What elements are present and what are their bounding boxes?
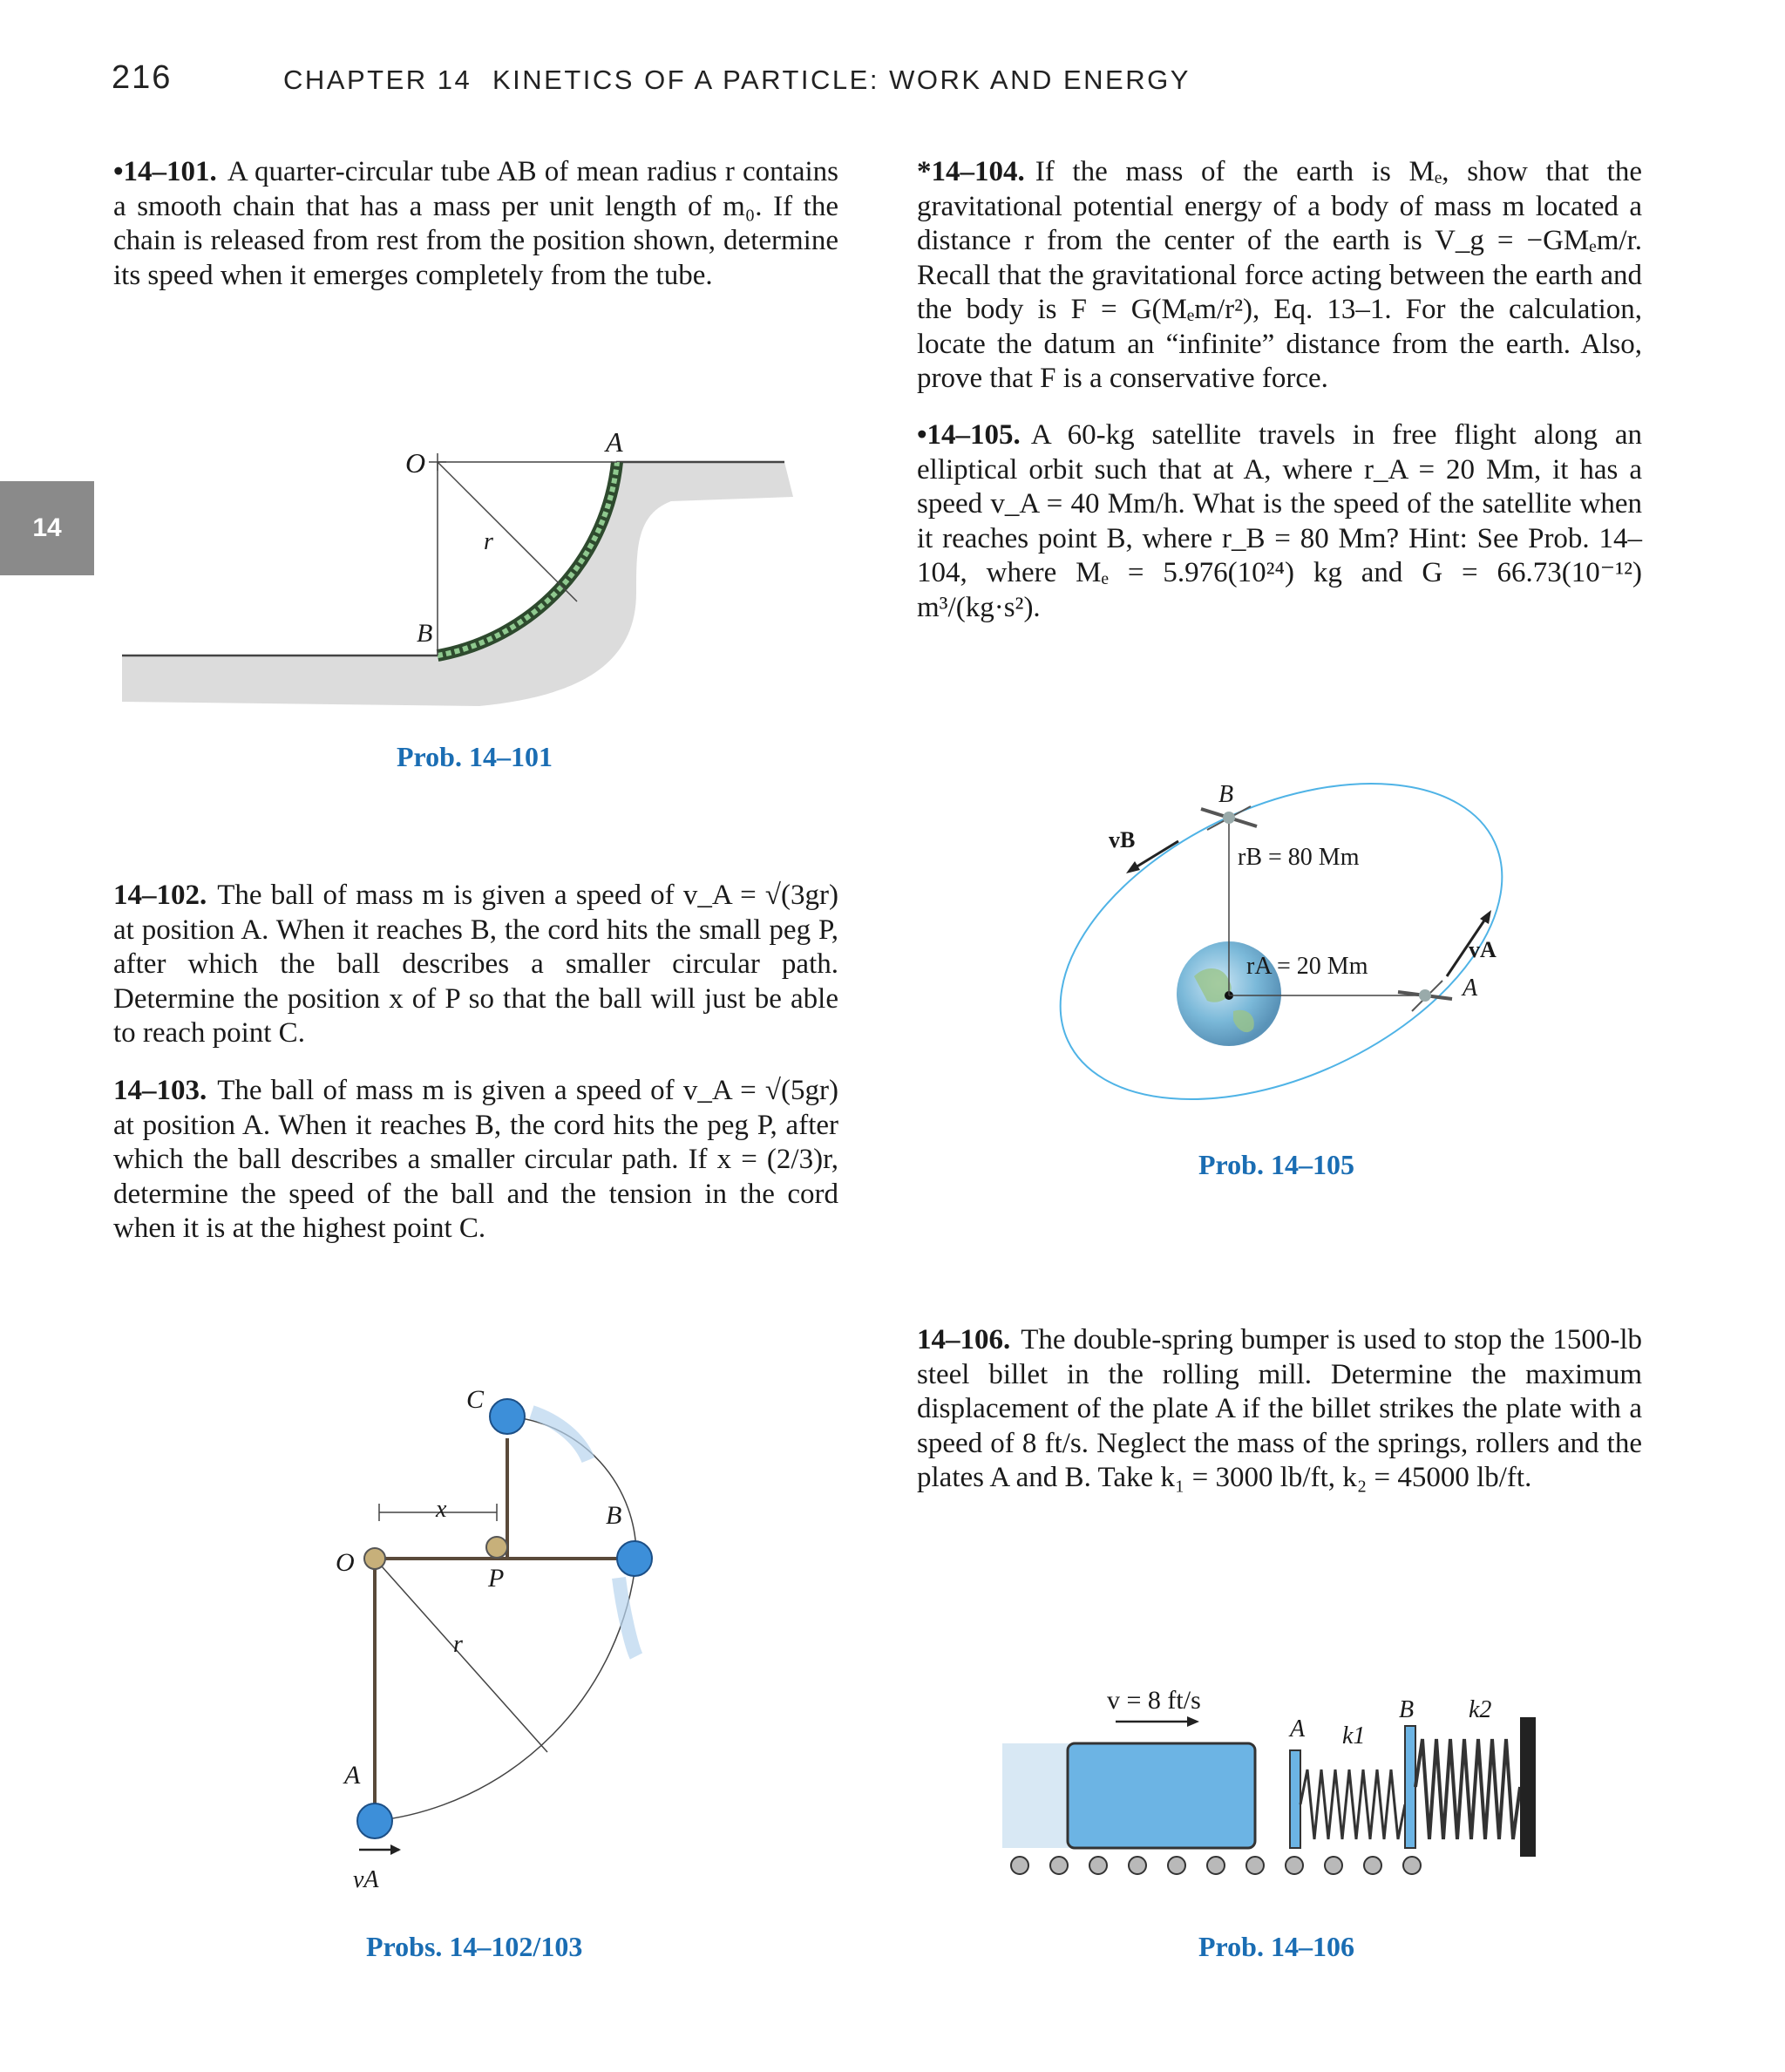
problem-text: A 60-kg satellite travels in free flight along an elliptical orbit such that at A, where r_A = 20 Mm, it has a speed v_A = 40 Mm/h. What is the speed of the satellite when it reaches point B, where r_B = 80 Mm? Hint: See Prob. 14–104, where Mₑ = 5.976(10²⁴) kg and G = 66.73(10⁻¹²) m³/(kg·s²). [917,419,1642,623]
motion-blur [532,1412,588,1460]
rollers [1011,1857,1421,1874]
problem-text: The ball of mass m is given a speed of v_A = √(3gr) at position A. When it reaches B, the cord hits the small peg P, after which the ball describes a smaller circular path. Determine the position x of P so that the ball will just be able to reach point C. [113,880,838,1049]
problem-text: The ball of mass m is given a speed of v_A = √(5gr) at position A. When it reaches B, the cord hits the peg P, after which the ball describes a smaller circular path. If x = (2/3)r, determine the speed of the ball and the tension in the cord when it is at the highest point C. [113,1075,838,1244]
ball-B [617,1541,652,1576]
ball-path-arc [375,1559,636,1821]
label-C: C [466,1385,485,1414]
label-vA: vA [353,1866,379,1893]
label-P: P [488,1564,505,1593]
problem-text: The double-spring bumper is used to stop the 1500-lb steel billet in the rolling mill. Determine the maximum displacement of the plate A if the billet strikes the plate with a speed of 8 ft/s. Neglect the mass of the springs, rollers and the plates A and B. Take k₁ = 3000 lb/ft, k₂ = 45000 lb/ft. [917,1324,1642,1493]
label-r: r [453,1631,463,1658]
problem-number: 14–103. [113,1075,207,1106]
radius-r-line [438,462,577,601]
caption-14-102-103: Probs. 14–102/103 [366,1931,583,1962]
label-B: B [1399,1696,1415,1723]
label-A: A [606,426,623,458]
ball-C [490,1399,525,1434]
problem-14-104 [917,155,1642,397]
problem-14-106 [917,1323,1642,1496]
steel-billet [1068,1743,1255,1848]
problem-number: *14–104. [917,156,1025,187]
pivot-O [364,1548,385,1569]
problem-14-102 [113,879,838,1051]
problem-14-105 [917,418,1642,625]
caption-14-106: Prob. 14–106 [1198,1931,1354,1962]
plate-A [1290,1750,1300,1848]
caption-14-105: Prob. 14–105 [1198,1149,1354,1180]
label-vB: vB [1109,827,1136,853]
label-B: B [606,1501,622,1530]
spring-k2 [1415,1739,1520,1839]
problem-14-103 [113,1074,838,1247]
figure-14-106 [1002,1674,1560,1900]
label-A: A [1290,1715,1306,1743]
velocity-arrowhead [390,1844,401,1855]
ball-A [357,1804,392,1838]
motion-blur [619,1578,636,1656]
problem-text: A quarter-circular tube AB of mean radius r contains a smooth chain that has a mass per unit length of m₀. If the chain is released from rest from the position shown, determine its speed when it emerges completely from the tube. [113,156,838,291]
label-O: O [405,447,426,479]
problem-number: •14–105. [917,419,1021,451]
label-k2: k2 [1469,1696,1492,1723]
velocity-arrowhead [1187,1716,1199,1727]
label-vA: vA [1469,937,1497,962]
problem-text: If the mass of the earth is Mₑ, show that the gravitational potential energy of a body of mass m located a distance r from the center of the earth is V_g = −GMₑm/r. Recall that the gravitational force acting between the earth and the body is F = G(Mₑm/r²), Eq. 13–1. For the calculation, locate the datum an “infinite” distance from the earth. Also, prove that F is a conservative force. [917,156,1642,394]
chapter-title: KINETICS OF A PARTICLE: WORK AND ENERGY [492,65,1191,95]
figure-14-105 [1028,767,1534,1151]
vB-arrow [1131,841,1178,870]
peg-P [486,1537,507,1558]
label-B: B [1218,781,1234,808]
ground-fill [122,462,793,706]
billet-shadow [1002,1743,1072,1848]
figure-14-102-103 [331,1369,697,1892]
vB-arrowhead [1126,861,1140,873]
label-O: O [336,1548,355,1577]
figure-14-101 [113,426,828,750]
label-k1: k1 [1342,1722,1366,1749]
page-number: 216 [112,59,173,96]
wall [1520,1717,1536,1857]
problem-number: 14–106. [917,1324,1011,1355]
label-B: B [417,619,433,648]
problem-14-101 [113,155,838,293]
caption-14-101: Prob. 14–101 [397,741,553,772]
plate-B [1405,1726,1415,1848]
vA-arrowhead [1480,910,1491,924]
chapter-side-tab: 14 [0,481,94,575]
problem-number: •14–101. [113,156,217,187]
label-r: r [484,528,493,555]
label-A: A [1463,975,1478,1002]
label-A: A [344,1761,361,1790]
label-v: v = 8 ft/s [1107,1686,1201,1715]
problem-number: 14–102. [113,880,207,911]
label-rA: rA = 20 Mm [1246,953,1368,980]
label-x: x [436,1496,447,1523]
chapter-label: CHAPTER 14 [283,65,472,95]
spring-k1 [1300,1770,1405,1839]
label-rB: rB = 80 Mm [1238,844,1360,871]
